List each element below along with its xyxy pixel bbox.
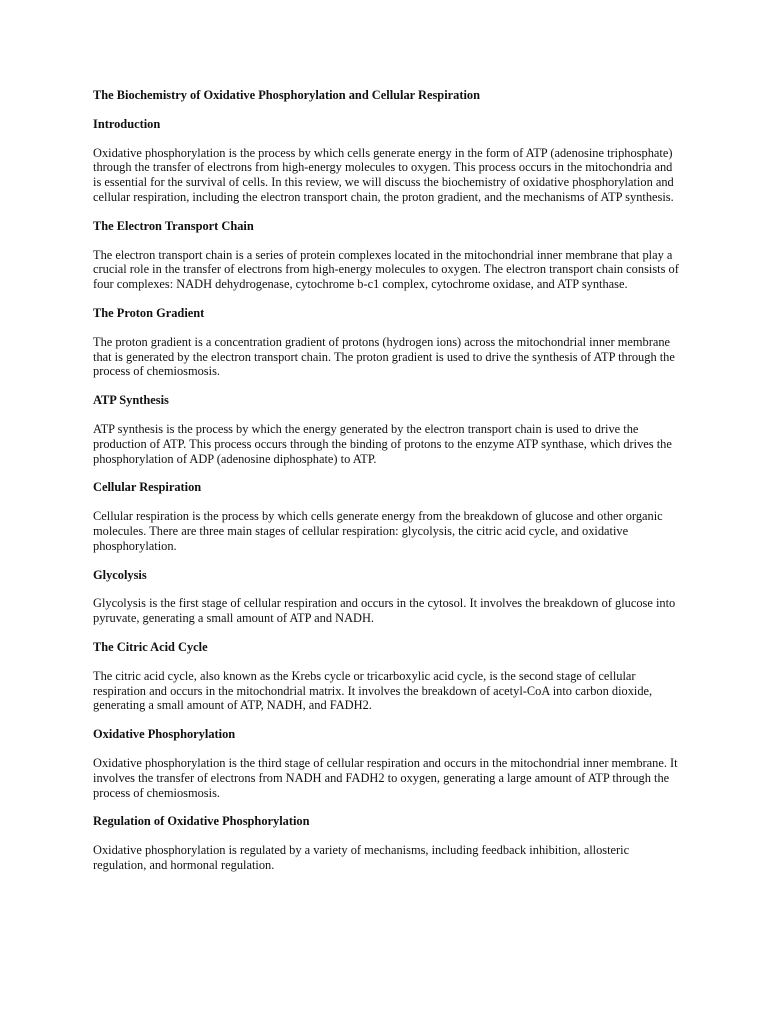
section-body: The citric acid cycle, also known as the Krebs cycle or tricarboxylic acid cycle, is the second stage of cellular respiration and occurs in the mitochondrial matrix. It involves the breakdown of acetyl-CoA into carbon dioxide, generating a small amount of ATP, NADH, and FADH2. [93,668,653,713]
section-heading: The Electron Transport Chain [93,218,254,233]
section-citric-acid-cycle [93,640,683,713]
section-atp-synthesis [93,393,683,466]
section-body: Oxidative phosphorylation is regulated by a variety of mechanisms, including feedback inhibition, allosteric regulation, and hormonal regulation. [93,843,630,872]
section-heading: Introduction [93,116,161,131]
section-body: Oxidative phosphorylation is the third stage of cellular respiration and occurs in the mitochondrial inner membrane. It involves the transfer of electrons from NADH and FADH2 to oxygen, generating a large amount of ATP through the process of chemiosmosis. [93,755,678,800]
document-title: The Biochemistry of Oxidative Phosphorylation and Cellular Respiration [93,88,480,102]
section-heading: Glycolysis [93,567,147,582]
section-electron-transport-chain [93,219,683,292]
section-body: The electron transport chain is a series of protein complexes located in the mitochondrial inner membrane that play a crucial role in the transfer of electrons from high-energy molecules to oxygen. The electron transport chain consists of four complexes: NADH dehydrogenase, cytochrome b-c1 complex, cytochrome oxidase, and ATP synthase. [93,247,679,292]
section-regulation [93,814,683,872]
section-body: Oxidative phosphorylation is the process by which cells generate energy in the form of ATP (adenosine triphosphate) through the transfer of electrons from high-energy molecules to oxygen. This process occurs in the mitochondria and is essential for the survival of cells. In this review, we will discuss the biochemistry of oxidative phosphorylation and cellular respiration, including the electron transport chain, the proton gradient, and the mechanisms of ATP synthesis. [93,145,674,204]
section-oxidative-phosphorylation [93,727,683,800]
section-heading: The Proton Gradient [93,305,205,320]
section-body: The proton gradient is a concentration gradient of protons (hydrogen ions) across the mitochondrial inner membrane that is generated by the electron transport chain. The proton gradient is used to drive the synthesis of ATP through the process of chemiosmosis. [93,334,675,379]
section-body: ATP synthesis is the process by which the energy generated by the electron transport chain is used to drive the production of ATP. This process occurs through the binding of protons to the enzyme ATP synthase, which drives the phosphorylation of ADP (adenosine diphosphate) to ATP. [93,421,672,466]
section-heading: Regulation of Oxidative Phosphorylation [93,814,310,829]
section-glycolysis [93,568,683,626]
section-cellular-respiration [93,480,683,553]
section-body: Cellular respiration is the process by which cells generate energy from the breakdown of glucose and other organic molecules. There are three main stages of cellular respiration: glycolysis, the citric acid cycle, and oxidative phosphorylation. [93,509,663,553]
document-page [93,88,683,887]
section-heading: Oxidative Phosphorylation [93,727,236,742]
section-heading: ATP Synthesis [93,393,169,408]
section-introduction [93,117,683,205]
section-body: Glycolysis is the first stage of cellular respiration and occurs in the cytosol. It involves the breakdown of glucose into pyruvate, generating a small amount of ATP and NADH. [93,596,676,626]
section-heading: The Citric Acid Cycle [93,639,208,654]
section-heading: Cellular Respiration [93,480,202,495]
section-proton-gradient [93,306,683,379]
